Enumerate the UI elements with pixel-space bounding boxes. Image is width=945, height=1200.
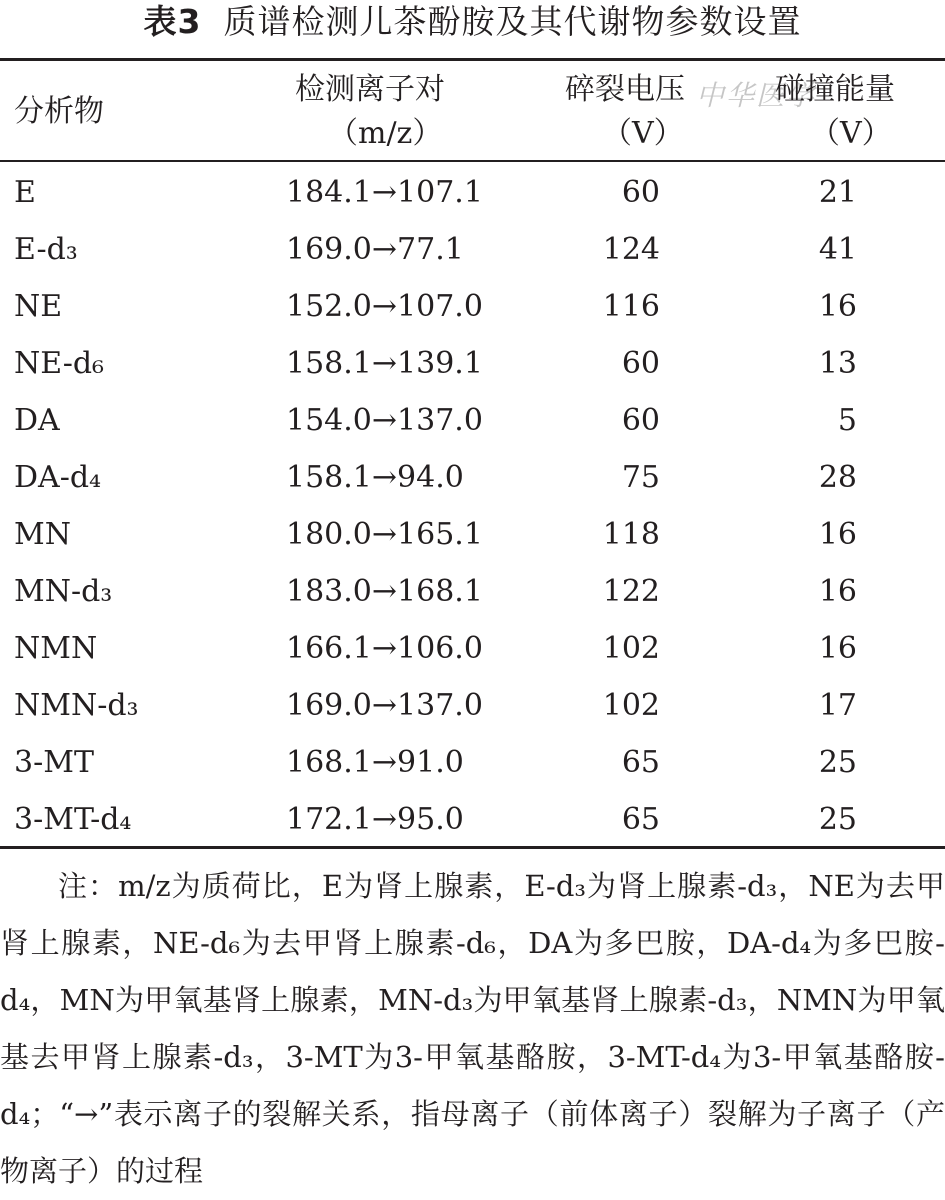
table-top-rule — [0, 58, 945, 61]
cell-ion-pair: 169.0→137.0 — [286, 688, 483, 723]
cell-cone-voltage: 118 — [602, 517, 660, 552]
cell-ion-pair: 180.0→165.1 — [286, 517, 483, 552]
cell-collision-energy: 17 — [818, 688, 857, 723]
cell-ion-pair: 158.1→139.1 — [286, 346, 483, 381]
cell-collision-energy: 41 — [818, 232, 857, 267]
cell-analyte: 3-MT-d₄ — [14, 802, 132, 837]
cell-collision-energy: 16 — [818, 517, 857, 552]
cell-ion-pair: 154.0→137.0 — [286, 403, 483, 438]
table-row — [0, 677, 945, 734]
cell-ion-pair: 183.0→168.1 — [286, 574, 483, 609]
cell-collision-energy: 16 — [818, 631, 857, 666]
cell-cone-voltage: 102 — [602, 631, 660, 666]
cell-analyte: DA — [14, 403, 60, 438]
cell-analyte: NMN-d₃ — [14, 688, 139, 723]
cell-cone-voltage: 60 — [621, 175, 660, 210]
cell-collision-energy: 16 — [818, 289, 857, 324]
cell-ion-pair: 158.1→94.0 — [286, 460, 464, 495]
header-analyte: 分析物 — [14, 94, 104, 129]
cell-ion-pair: 152.0→107.0 — [286, 289, 483, 324]
header-cone-voltage-unit: （V） — [602, 116, 684, 151]
table-row — [0, 278, 945, 335]
table-row — [0, 563, 945, 620]
header-cone-voltage: 碎裂电压 — [565, 72, 685, 107]
cell-ion-pair: 184.1→107.1 — [286, 175, 483, 210]
cell-cone-voltage: 60 — [621, 346, 660, 381]
cell-collision-energy: 13 — [818, 346, 857, 381]
cell-analyte: E — [14, 175, 36, 210]
cell-collision-energy: 16 — [818, 574, 857, 609]
cell-cone-voltage: 60 — [621, 403, 660, 438]
table-title — [0, 0, 945, 48]
table-footnote — [0, 858, 945, 1200]
cell-cone-voltage: 65 — [621, 745, 660, 780]
cell-cone-voltage: 65 — [621, 802, 660, 837]
cell-analyte: E-d₃ — [14, 232, 78, 267]
cell-ion-pair: 172.1→95.0 — [286, 802, 464, 837]
table-number: 表3 — [143, 2, 202, 41]
cell-collision-energy: 5 — [837, 403, 857, 438]
cell-ion-pair: 166.1→106.0 — [286, 631, 483, 666]
cell-analyte: NMN — [14, 631, 98, 666]
cell-cone-voltage: 116 — [602, 289, 660, 324]
table-title-text: 质谱检测儿茶酚胺及其代谢物参数设置 — [223, 2, 802, 41]
table-row — [0, 791, 945, 848]
cell-cone-voltage: 124 — [602, 232, 660, 267]
cell-analyte: 3-MT — [14, 745, 94, 780]
header-collision-energy-unit: （V） — [810, 116, 892, 151]
cell-analyte: NE — [14, 289, 63, 324]
cell-analyte: DA-d₄ — [14, 460, 102, 495]
table-row — [0, 164, 945, 221]
cell-analyte: MN — [14, 517, 71, 552]
cell-collision-energy: 21 — [818, 175, 857, 210]
table-row — [0, 335, 945, 392]
footnote-text: 注：m/z为质荷比，E为肾上腺素，E-d₃为肾上腺素-d₃，NE为去甲肾上腺素，NE-d₆为去甲肾上腺素-d₆，DA为多巴胺，DA-d₄为多巴胺-d₄，MN为甲氧基肾上腺素，MN-d₃为甲氧基肾上腺素-d₃，NMN为甲氧基去甲肾上腺素-d₃，3-MT为3-甲氧基酪胺，3-MT-d₄为3-甲氧基酪胺-d₄；“→”表示离子的裂解关系，指母离子（前体离子）裂解为子离子（产物离子）的过程 — [0, 869, 945, 1188]
table-row — [0, 620, 945, 677]
header-ion-pair: 检测离子对 — [295, 72, 445, 107]
cell-cone-voltage: 75 — [621, 460, 660, 495]
table-row — [0, 392, 945, 449]
watermark: 中华医学 — [696, 79, 817, 112]
cell-cone-voltage: 102 — [602, 688, 660, 723]
cell-ion-pair: 169.0→77.1 — [286, 232, 464, 267]
table-row — [0, 221, 945, 278]
cell-cone-voltage: 122 — [602, 574, 660, 609]
header-collision-energy: 碰撞能量 — [775, 72, 895, 107]
header-ion-pair-unit: （m/z） — [328, 116, 443, 151]
table-header-rule — [0, 160, 945, 162]
cell-collision-energy: 28 — [818, 460, 857, 495]
cell-analyte: NE-d₆ — [14, 346, 105, 381]
table-bottom-rule — [0, 846, 945, 849]
cell-ion-pair: 168.1→91.0 — [286, 745, 464, 780]
table-row — [0, 506, 945, 563]
cell-collision-energy: 25 — [818, 802, 857, 837]
table-row — [0, 734, 945, 791]
cell-collision-energy: 25 — [818, 745, 857, 780]
cell-analyte: MN-d₃ — [14, 574, 113, 609]
table-row — [0, 449, 945, 506]
